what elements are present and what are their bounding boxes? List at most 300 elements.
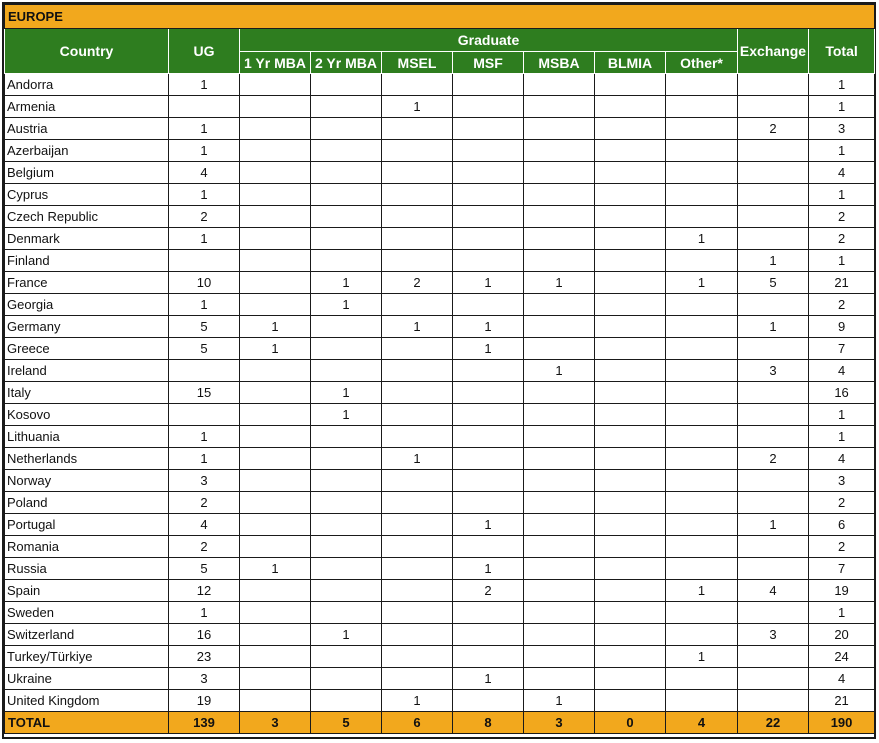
- table-row: [5, 338, 875, 360]
- count-cell: [382, 602, 453, 624]
- count-cell: [240, 382, 311, 404]
- count-cell: [524, 426, 595, 448]
- count-cell: 16: [809, 382, 875, 404]
- country-name: Belgium: [5, 162, 169, 184]
- count-cell: [240, 96, 311, 118]
- count-cell: [738, 602, 809, 624]
- table-row: [5, 404, 875, 426]
- country-name: Ireland: [5, 360, 169, 382]
- count-cell: [595, 448, 666, 470]
- table-row: [5, 690, 875, 712]
- table-row: [5, 646, 875, 668]
- count-cell: 1: [738, 250, 809, 272]
- count-cell: [524, 514, 595, 536]
- count-cell: [595, 140, 666, 162]
- table-row: [5, 514, 875, 536]
- count-cell: 24: [809, 646, 875, 668]
- count-cell: [311, 118, 382, 140]
- count-cell: [595, 646, 666, 668]
- count-cell: [666, 602, 738, 624]
- count-cell: [738, 338, 809, 360]
- table-row: [5, 184, 875, 206]
- total-cell: 4: [666, 712, 738, 734]
- count-cell: 2: [738, 448, 809, 470]
- count-cell: 2: [169, 536, 240, 558]
- header-msba: MSBA: [524, 52, 595, 74]
- count-cell: [453, 162, 524, 184]
- count-cell: [240, 668, 311, 690]
- count-cell: 2: [809, 536, 875, 558]
- count-cell: [738, 96, 809, 118]
- count-cell: 20: [809, 624, 875, 646]
- total-cell: 139: [169, 712, 240, 734]
- country-name: Austria: [5, 118, 169, 140]
- count-cell: [453, 184, 524, 206]
- count-cell: [169, 360, 240, 382]
- table-row: [5, 382, 875, 404]
- count-cell: [382, 360, 453, 382]
- country-name: Finland: [5, 250, 169, 272]
- count-cell: [524, 228, 595, 250]
- count-cell: [382, 74, 453, 96]
- count-cell: 1: [382, 448, 453, 470]
- count-cell: [382, 536, 453, 558]
- total-cell: 22: [738, 712, 809, 734]
- count-cell: [738, 536, 809, 558]
- count-cell: [453, 646, 524, 668]
- count-cell: [666, 426, 738, 448]
- count-cell: [240, 118, 311, 140]
- count-cell: [382, 338, 453, 360]
- count-cell: [240, 184, 311, 206]
- count-cell: [382, 514, 453, 536]
- count-cell: [524, 448, 595, 470]
- count-cell: [382, 294, 453, 316]
- count-cell: 1: [809, 96, 875, 118]
- count-cell: [240, 514, 311, 536]
- count-cell: [382, 162, 453, 184]
- count-cell: 21: [809, 690, 875, 712]
- count-cell: 1: [240, 558, 311, 580]
- count-cell: 1: [809, 184, 875, 206]
- count-cell: [311, 96, 382, 118]
- count-cell: 1: [809, 602, 875, 624]
- table-row: [5, 602, 875, 624]
- count-cell: 3: [738, 360, 809, 382]
- count-cell: [595, 338, 666, 360]
- count-cell: [666, 536, 738, 558]
- total-row: [5, 712, 875, 734]
- country-name: Azerbaijan: [5, 140, 169, 162]
- count-cell: 1: [169, 140, 240, 162]
- count-cell: [666, 360, 738, 382]
- total-cell: 3: [524, 712, 595, 734]
- count-cell: [311, 448, 382, 470]
- count-cell: 1: [453, 514, 524, 536]
- count-cell: 5: [169, 316, 240, 338]
- count-cell: [524, 162, 595, 184]
- count-cell: 1: [169, 74, 240, 96]
- count-cell: 2: [809, 206, 875, 228]
- count-cell: [524, 580, 595, 602]
- count-cell: [311, 338, 382, 360]
- count-cell: [382, 404, 453, 426]
- count-cell: 5: [738, 272, 809, 294]
- count-cell: [595, 426, 666, 448]
- count-cell: [738, 382, 809, 404]
- total-cell: 190: [809, 712, 875, 734]
- count-cell: 15: [169, 382, 240, 404]
- count-cell: 7: [809, 338, 875, 360]
- count-cell: [524, 184, 595, 206]
- count-cell: [666, 492, 738, 514]
- count-cell: [311, 668, 382, 690]
- count-cell: 1: [809, 74, 875, 96]
- count-cell: 1: [240, 316, 311, 338]
- count-cell: [311, 690, 382, 712]
- count-cell: [240, 646, 311, 668]
- count-cell: [595, 360, 666, 382]
- count-cell: [382, 646, 453, 668]
- count-cell: [311, 250, 382, 272]
- count-cell: [666, 162, 738, 184]
- count-cell: [240, 360, 311, 382]
- count-cell: [453, 96, 524, 118]
- count-cell: [524, 558, 595, 580]
- count-cell: [595, 250, 666, 272]
- count-cell: 2: [382, 272, 453, 294]
- count-cell: 5: [169, 558, 240, 580]
- count-cell: [666, 514, 738, 536]
- table-row: [5, 624, 875, 646]
- count-cell: [738, 646, 809, 668]
- table-row: [5, 118, 875, 140]
- count-cell: [240, 624, 311, 646]
- header-total: Total: [809, 29, 875, 74]
- count-cell: [311, 602, 382, 624]
- count-cell: [595, 272, 666, 294]
- count-cell: [595, 316, 666, 338]
- count-cell: [453, 536, 524, 558]
- table-row: [5, 272, 875, 294]
- count-cell: [524, 404, 595, 426]
- count-cell: [453, 294, 524, 316]
- total-cell: 3: [240, 712, 311, 734]
- count-cell: [453, 448, 524, 470]
- count-cell: [524, 624, 595, 646]
- header-blmia: BLMIA: [595, 52, 666, 74]
- count-cell: [524, 382, 595, 404]
- count-cell: [453, 250, 524, 272]
- count-cell: 4: [169, 162, 240, 184]
- country-name: United Kingdom: [5, 690, 169, 712]
- count-cell: [738, 206, 809, 228]
- count-cell: [240, 580, 311, 602]
- count-cell: [666, 448, 738, 470]
- count-cell: [524, 668, 595, 690]
- count-cell: [311, 316, 382, 338]
- count-cell: 4: [738, 580, 809, 602]
- table-row: [5, 228, 875, 250]
- count-cell: [666, 470, 738, 492]
- count-cell: 19: [809, 580, 875, 602]
- country-name: Denmark: [5, 228, 169, 250]
- total-label: TOTAL: [5, 712, 169, 734]
- country-name: Andorra: [5, 74, 169, 96]
- count-cell: [524, 96, 595, 118]
- count-cell: [738, 140, 809, 162]
- count-cell: [311, 426, 382, 448]
- count-cell: 1: [524, 690, 595, 712]
- count-cell: [666, 558, 738, 580]
- table-row: [5, 206, 875, 228]
- count-cell: [524, 492, 595, 514]
- country-name: Portugal: [5, 514, 169, 536]
- count-cell: [738, 74, 809, 96]
- count-cell: [382, 228, 453, 250]
- count-cell: 1: [169, 426, 240, 448]
- count-cell: 1: [453, 272, 524, 294]
- count-cell: [240, 162, 311, 184]
- table-row: [5, 316, 875, 338]
- count-cell: [524, 536, 595, 558]
- count-cell: [311, 492, 382, 514]
- country-name: Ukraine: [5, 668, 169, 690]
- count-cell: 2: [809, 294, 875, 316]
- count-cell: [595, 382, 666, 404]
- count-cell: [595, 580, 666, 602]
- total-cell: 5: [311, 712, 382, 734]
- count-cell: [738, 184, 809, 206]
- header-other: Other*: [666, 52, 738, 74]
- header-country: Country: [5, 29, 169, 74]
- count-cell: [595, 228, 666, 250]
- count-cell: [311, 206, 382, 228]
- count-cell: [666, 74, 738, 96]
- count-cell: [666, 690, 738, 712]
- table-row: [5, 536, 875, 558]
- count-cell: 2: [169, 206, 240, 228]
- country-name: France: [5, 272, 169, 294]
- count-cell: 16: [169, 624, 240, 646]
- count-cell: 21: [809, 272, 875, 294]
- count-cell: 7: [809, 558, 875, 580]
- count-cell: [524, 470, 595, 492]
- table-row: [5, 492, 875, 514]
- count-cell: [595, 206, 666, 228]
- count-cell: 1: [809, 404, 875, 426]
- count-cell: [595, 74, 666, 96]
- country-name: Netherlands: [5, 448, 169, 470]
- table-row: [5, 294, 875, 316]
- count-cell: [666, 624, 738, 646]
- count-cell: [453, 426, 524, 448]
- count-cell: [240, 470, 311, 492]
- count-cell: [311, 558, 382, 580]
- table-row: [5, 360, 875, 382]
- count-cell: [738, 492, 809, 514]
- country-name: Germany: [5, 316, 169, 338]
- count-cell: [382, 470, 453, 492]
- country-name: Greece: [5, 338, 169, 360]
- count-cell: 1: [169, 228, 240, 250]
- count-cell: 10: [169, 272, 240, 294]
- count-cell: 1: [809, 426, 875, 448]
- count-cell: [240, 272, 311, 294]
- count-cell: [524, 118, 595, 140]
- country-name: Norway: [5, 470, 169, 492]
- count-cell: [240, 492, 311, 514]
- count-cell: [240, 690, 311, 712]
- table-body: [5, 74, 875, 712]
- count-cell: [666, 118, 738, 140]
- country-name: Poland: [5, 492, 169, 514]
- count-cell: 1: [453, 316, 524, 338]
- count-cell: [382, 250, 453, 272]
- count-cell: 4: [809, 668, 875, 690]
- count-cell: 1: [809, 250, 875, 272]
- count-cell: [311, 580, 382, 602]
- count-cell: 1: [738, 316, 809, 338]
- table-row: [5, 250, 875, 272]
- count-cell: 2: [809, 492, 875, 514]
- table-row: [5, 558, 875, 580]
- count-cell: [666, 96, 738, 118]
- count-cell: [311, 184, 382, 206]
- europe-enrollment-table: [4, 4, 875, 734]
- country-name: Turkey/Türkiye: [5, 646, 169, 668]
- count-cell: 1: [311, 294, 382, 316]
- country-name: Switzerland: [5, 624, 169, 646]
- count-cell: [595, 184, 666, 206]
- count-cell: 4: [809, 448, 875, 470]
- count-cell: [169, 250, 240, 272]
- count-cell: 1: [169, 184, 240, 206]
- count-cell: 1: [453, 668, 524, 690]
- count-cell: [666, 250, 738, 272]
- count-cell: [666, 382, 738, 404]
- count-cell: [382, 580, 453, 602]
- count-cell: [382, 140, 453, 162]
- count-cell: [666, 206, 738, 228]
- count-cell: [595, 470, 666, 492]
- count-cell: 2: [453, 580, 524, 602]
- count-cell: [595, 624, 666, 646]
- count-cell: 1: [240, 338, 311, 360]
- count-cell: [666, 668, 738, 690]
- count-cell: [453, 228, 524, 250]
- count-cell: [240, 602, 311, 624]
- count-cell: 1: [453, 558, 524, 580]
- count-cell: [595, 690, 666, 712]
- count-cell: [382, 426, 453, 448]
- count-cell: [311, 470, 382, 492]
- count-cell: [595, 514, 666, 536]
- count-cell: 6: [809, 514, 875, 536]
- count-cell: [311, 162, 382, 184]
- count-cell: [524, 338, 595, 360]
- country-name: Spain: [5, 580, 169, 602]
- count-cell: [595, 492, 666, 514]
- count-cell: 1: [809, 140, 875, 162]
- table-row: [5, 580, 875, 602]
- count-cell: [453, 382, 524, 404]
- count-cell: [595, 162, 666, 184]
- count-cell: 1: [666, 228, 738, 250]
- count-cell: 3: [809, 470, 875, 492]
- header-msf: MSF: [453, 52, 524, 74]
- count-cell: [240, 206, 311, 228]
- count-cell: [595, 118, 666, 140]
- count-cell: [595, 602, 666, 624]
- count-cell: [595, 668, 666, 690]
- count-cell: [738, 162, 809, 184]
- count-cell: [240, 404, 311, 426]
- count-cell: 2: [169, 492, 240, 514]
- count-cell: 12: [169, 580, 240, 602]
- table-row: [5, 668, 875, 690]
- count-cell: [240, 140, 311, 162]
- count-cell: 4: [169, 514, 240, 536]
- count-cell: 19: [169, 690, 240, 712]
- count-cell: [738, 558, 809, 580]
- count-cell: 1: [738, 514, 809, 536]
- count-cell: 3: [169, 470, 240, 492]
- count-cell: 4: [809, 162, 875, 184]
- count-cell: [738, 228, 809, 250]
- table-row: [5, 74, 875, 96]
- count-cell: [453, 118, 524, 140]
- count-cell: 3: [169, 668, 240, 690]
- count-cell: [595, 294, 666, 316]
- count-cell: [524, 206, 595, 228]
- count-cell: [240, 74, 311, 96]
- count-cell: 1: [382, 316, 453, 338]
- country-name: Kosovo: [5, 404, 169, 426]
- table-row: [5, 140, 875, 162]
- count-cell: 2: [738, 118, 809, 140]
- count-cell: [382, 492, 453, 514]
- count-cell: [524, 602, 595, 624]
- count-cell: [311, 74, 382, 96]
- region-title: EUROPE: [5, 5, 875, 29]
- count-cell: [666, 294, 738, 316]
- count-cell: [382, 624, 453, 646]
- count-cell: [311, 646, 382, 668]
- count-cell: [524, 140, 595, 162]
- count-cell: [382, 558, 453, 580]
- count-cell: [311, 228, 382, 250]
- count-cell: [595, 404, 666, 426]
- total-cell: 6: [382, 712, 453, 734]
- count-cell: [240, 250, 311, 272]
- count-cell: 1: [311, 382, 382, 404]
- count-cell: 1: [311, 624, 382, 646]
- count-cell: [382, 382, 453, 404]
- count-cell: [738, 690, 809, 712]
- count-cell: 2: [809, 228, 875, 250]
- count-cell: [595, 96, 666, 118]
- count-cell: 1: [453, 338, 524, 360]
- count-cell: 1: [666, 580, 738, 602]
- count-cell: [453, 602, 524, 624]
- count-cell: [311, 536, 382, 558]
- count-cell: [453, 140, 524, 162]
- count-cell: [453, 74, 524, 96]
- table-row: [5, 426, 875, 448]
- count-cell: [453, 206, 524, 228]
- count-cell: [382, 118, 453, 140]
